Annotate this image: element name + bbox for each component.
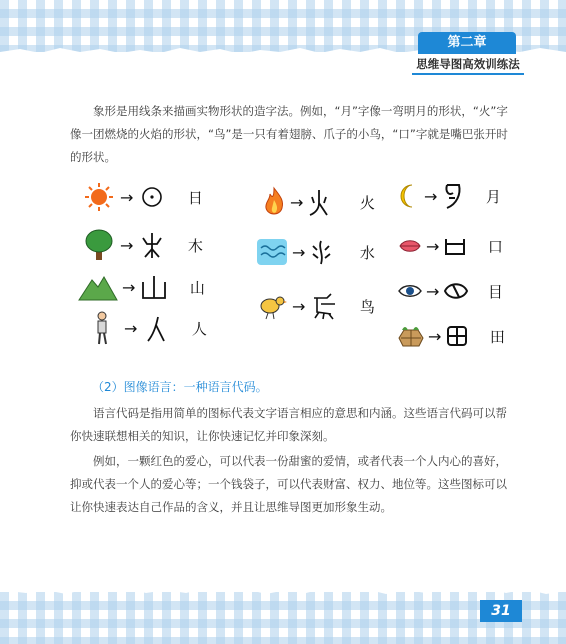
mouth-picture-icon <box>398 237 422 255</box>
pictograph-row-sun <box>82 182 205 212</box>
pictograph-row-eye <box>398 280 505 302</box>
pictograph-row-field <box>398 324 507 348</box>
arrow-icon: → <box>292 296 306 316</box>
pictograph-row-bird <box>256 292 377 320</box>
section-heading: （2）图像语言：一种语言代码。 <box>92 380 268 394</box>
body-paragraph-2: 例如，一颗红色的爱心，可以代表一份甜蜜的爱情，或者代表一个人内心的喜好，抑或代表一个人的爱心等；一个钱袋子，可以代表财富、权力、地位等。这些图标可以让你快速表达自己作品的含义，并且让思维导图更加形象生动。 <box>70 454 507 514</box>
arrow-icon: → <box>292 242 306 262</box>
pictograph-row-mountain <box>78 272 207 302</box>
pictograph-row-fire <box>262 186 377 218</box>
hanzi-yue: 月 <box>485 187 501 206</box>
hanzi-shui: 水 <box>359 243 375 262</box>
field-picture-icon <box>398 324 424 348</box>
mouth-glyph-icon <box>443 234 467 258</box>
water-picture-icon <box>256 238 288 266</box>
arrow-icon: → <box>426 281 440 301</box>
hanzi-ri: 日 <box>187 188 203 207</box>
chapter-underline <box>412 73 524 75</box>
tree-picture-icon <box>82 228 116 262</box>
fire-glyph-icon <box>307 187 331 217</box>
torn-edge-bottom <box>0 584 566 598</box>
tree-glyph-icon <box>137 230 167 260</box>
water-glyph-icon <box>309 238 333 266</box>
page-number: 31 <box>480 600 522 622</box>
arrow-icon: → <box>120 235 134 255</box>
pictograph-row-moon <box>398 182 503 210</box>
bird-glyph-icon <box>309 292 339 320</box>
pictograph-row-tree <box>82 228 205 262</box>
field-glyph-icon <box>445 324 469 348</box>
arrow-icon: → <box>428 326 442 346</box>
person-picture-icon <box>88 310 116 346</box>
hanzi-mu: 木 <box>187 236 203 255</box>
sun-glyph-icon <box>137 182 167 212</box>
sun-picture-icon <box>82 182 116 212</box>
body-paragraph-1: 语言代码是指用简单的图标代表文字语言相应的意思和内涵。这些语言代码可以帮你快速联想相关的知识，让你快速记忆并印象深刻。 <box>70 406 507 443</box>
moon-glyph-icon <box>441 182 465 210</box>
arrow-icon: → <box>424 186 438 206</box>
hanzi-kou: 口 <box>487 237 503 256</box>
pictograph-row-water <box>256 238 377 266</box>
arrow-icon: → <box>122 277 136 297</box>
chapter-tab: 第二章 <box>418 32 516 54</box>
eye-picture-icon <box>398 282 422 300</box>
hanzi-niao: 鸟 <box>359 297 375 316</box>
mountain-picture-icon <box>78 272 118 302</box>
moon-picture-icon <box>398 183 420 209</box>
pictograph-row-person <box>88 310 209 346</box>
arrow-icon: → <box>120 187 134 207</box>
person-glyph-icon <box>141 313 171 343</box>
arrow-icon: → <box>426 236 440 256</box>
hanzi-ren: 人 <box>191 319 207 338</box>
intro-paragraph: 象形是用线条来描画实物形状的造字法。例如，“月”字像一弯明月的形状，“火”字像一团燃烧的火焰的形状，“鸟”是一只有着翅膀、爪子的小鸟，“口”字就是嘴巴张开时的形状。 <box>70 104 508 164</box>
arrow-icon: → <box>290 192 304 212</box>
arrow-icon: → <box>124 318 138 338</box>
pictograph-row-mouth <box>398 234 505 258</box>
hanzi-shan: 山 <box>189 278 205 297</box>
eye-glyph-icon <box>443 280 469 302</box>
mountain-glyph-icon <box>139 272 169 302</box>
hanzi-mu-eye: 目 <box>487 282 503 301</box>
hanzi-tian: 田 <box>489 327 505 346</box>
bird-picture-icon <box>256 292 288 320</box>
fire-picture-icon <box>262 186 286 218</box>
chapter-subtitle: 思维导图高效训练法 <box>416 57 520 71</box>
hanzi-huo: 火 <box>359 193 375 212</box>
